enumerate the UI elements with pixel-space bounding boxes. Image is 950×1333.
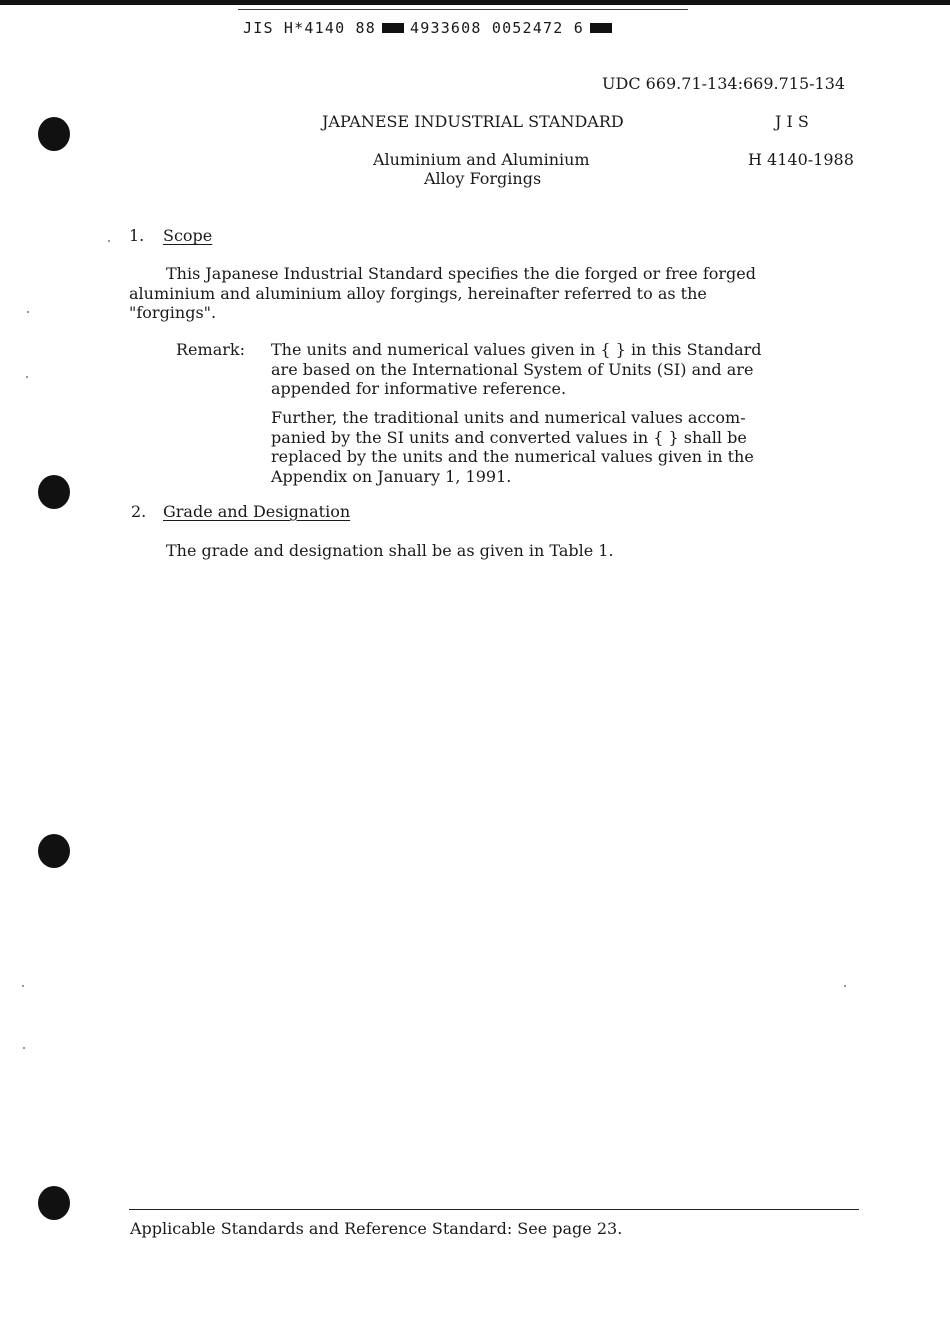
top-border (0, 0, 950, 5)
remark-2-line: replaced by the units and the numerical values given in the (271, 447, 754, 466)
scan-block-mark (382, 23, 404, 33)
grade-paragraph: The grade and designation shall be as given in Table 1. (166, 541, 614, 560)
standard-number: H 4140-1988 (748, 150, 854, 169)
remark-2-line: Appendix on January 1, 1991. (271, 466, 512, 486)
section-1-number: 1. (129, 226, 145, 245)
udc-code: UDC 669.71-134:669.715-134 (602, 74, 846, 93)
punch-hole (38, 117, 70, 151)
scan-speck (22, 985, 24, 987)
punch-hole (38, 1186, 70, 1220)
scan-speck (108, 240, 110, 242)
punch-hole (38, 834, 70, 868)
title-line-1: Aluminium and Aluminium (373, 150, 590, 169)
scan-speck (26, 376, 28, 378)
remark-1-line: are based on the International System of Units (SI) and are (271, 359, 754, 379)
header-rule (238, 9, 688, 10)
scope-line: This Japanese Industrial Standard specifies the die forged or free forged (166, 264, 756, 283)
punch-hole (38, 475, 70, 509)
section-1-heading: Scope (163, 226, 213, 245)
section-2-number: 2. (131, 502, 147, 521)
title-line-2: Alloy Forgings (424, 169, 542, 188)
scan-code-line (243, 19, 618, 37)
remark-2 (271, 408, 851, 486)
footer-note: Applicable Standards and Reference Standard: See page 23. (130, 1219, 623, 1238)
jis-mark: J I S (775, 112, 809, 131)
remark-2-line: Further, the traditional units and numerical values accom- (271, 408, 746, 427)
scope-line: aluminium and aluminium alloy forgings, hereinafter referred to as the (129, 283, 707, 303)
scan-code-suffix: 4933608 0052472 6 (410, 19, 584, 37)
remark-label: Remark: (176, 340, 245, 359)
scan-code-prefix: JIS H*4140 88 (243, 19, 376, 37)
remark-1-line: appended for informative reference. (271, 379, 567, 398)
section-2-heading: Grade and Designation (163, 502, 351, 521)
remark-1-line: The units and numerical values given in { } in this Standard (271, 340, 762, 359)
scan-speck (844, 985, 846, 987)
remark-2-line: panied by the SI units and converted values in { } shall be (271, 427, 747, 447)
scan-speck (23, 1047, 25, 1049)
scan-speck (27, 311, 29, 313)
remark-1 (271, 340, 851, 399)
scope-line: "forgings". (129, 303, 217, 322)
scope-paragraph (129, 264, 849, 323)
standard-label: JAPANESE INDUSTRIAL STANDARD (322, 112, 624, 131)
scan-block-mark (590, 23, 612, 33)
footer-rule (129, 1209, 859, 1210)
